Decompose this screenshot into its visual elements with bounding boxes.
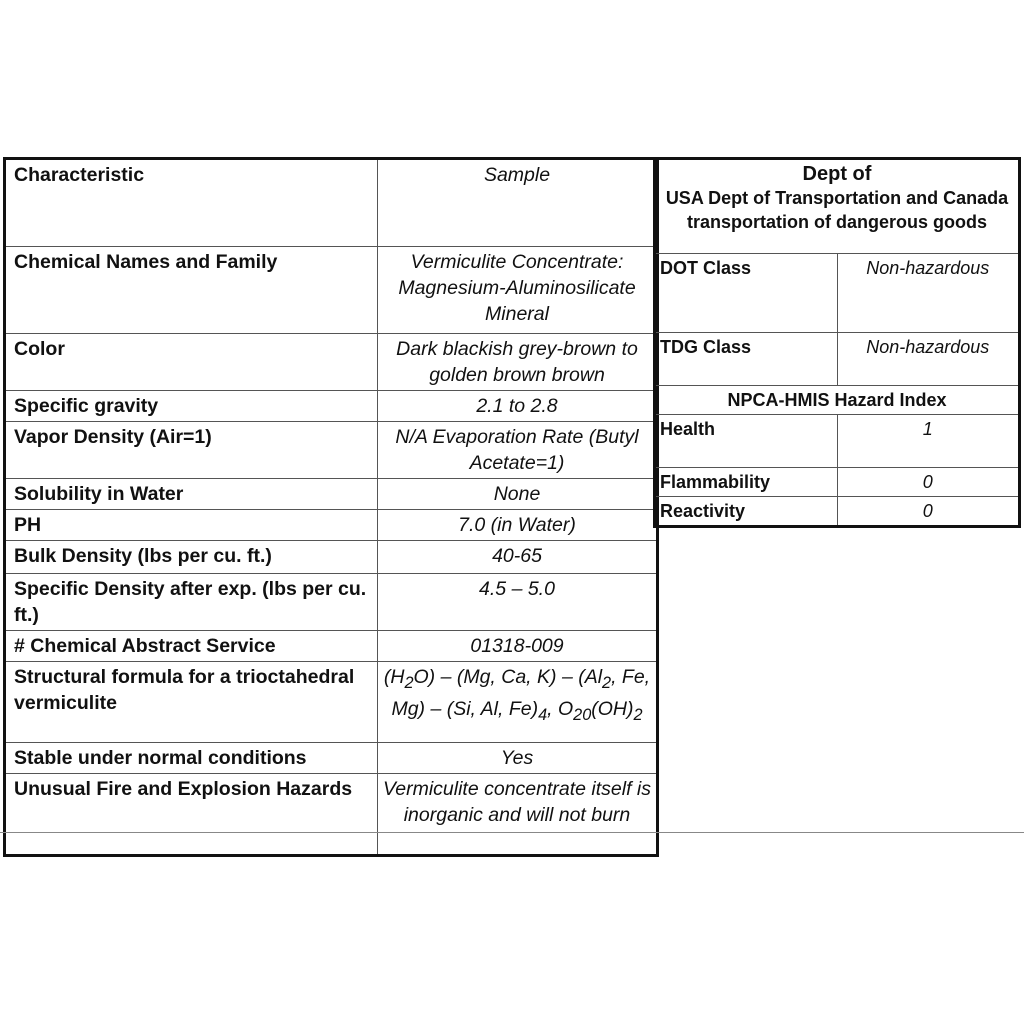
- transport-header: Dept of USA Dept of Transportation and Canada transportation of dangerous goods: [655, 159, 1020, 254]
- transport-header-row: [655, 159, 1020, 254]
- hazard-row-flammability: [655, 468, 1020, 497]
- transport-row-tdg: [655, 333, 1020, 386]
- row-value: Yes: [378, 743, 658, 774]
- row-key: # Chemical Abstract Service: [5, 631, 378, 662]
- row-value: 0: [837, 468, 1020, 497]
- row-key: Vapor Density (Air=1): [5, 422, 378, 479]
- row-value: 0: [837, 497, 1020, 527]
- row-value: 4.5 – 5.0: [378, 574, 658, 631]
- row-key: Flammability: [655, 468, 838, 497]
- table-row: [5, 479, 658, 510]
- row-key: DOT Class: [655, 254, 838, 333]
- header-characteristic: Characteristic: [5, 159, 378, 247]
- table-header-row: [5, 159, 658, 247]
- row-key: TDG Class: [655, 333, 838, 386]
- table-row: [5, 631, 658, 662]
- row-value: Non-hazardous: [837, 254, 1020, 333]
- header-sample: Sample: [378, 159, 658, 247]
- row-value: Vermiculite Concentrate: Magnesium-Aluminosilicate Mineral: [378, 247, 658, 334]
- table-row: [5, 743, 658, 774]
- row-key: Health: [655, 415, 838, 468]
- row-value: None: [378, 479, 658, 510]
- hazard-row-health: [655, 415, 1020, 468]
- table-row: [5, 662, 658, 743]
- row-key: Bulk Density (lbs per cu. ft.): [5, 541, 378, 574]
- transport-hazard-table: [653, 157, 1021, 528]
- hazard-header-row: [655, 386, 1020, 415]
- row-key: Stable under normal conditions: [5, 743, 378, 774]
- row-key: Specific Density after exp. (lbs per cu. ft.): [5, 574, 378, 631]
- row-key: Chemical Names and Family: [5, 247, 378, 334]
- row-value: N/A Evaporation Rate (Butyl Acetate=1): [378, 422, 658, 479]
- row-key: Solubility in Water: [5, 479, 378, 510]
- row-value: 2.1 to 2.8: [378, 391, 658, 422]
- row-key: Unusual Fire and Explosion Hazards: [5, 774, 378, 856]
- bottom-divider: [0, 832, 1024, 833]
- table-row: [5, 774, 658, 856]
- row-key: Specific gravity: [5, 391, 378, 422]
- row-key: Color: [5, 334, 378, 391]
- row-value: Non-hazardous: [837, 333, 1020, 386]
- table-row: [5, 391, 658, 422]
- row-value: 1: [837, 415, 1020, 468]
- table-row: [5, 574, 658, 631]
- table-row: [5, 247, 658, 334]
- row-key: PH: [5, 510, 378, 541]
- properties-table: [3, 157, 659, 857]
- hazard-row-reactivity: [655, 497, 1020, 527]
- structural-formula: $(H_2O) - (Mg$, Ca, $K) - (Al_2$, Fe, Mg) – (Si, Al, $Fe)_4$, $O_{20}(OH)_2$: [378, 662, 658, 743]
- row-value: Vermiculite concentrate itself is inorganic and will not burn: [378, 774, 658, 856]
- row-value: 40-65: [378, 541, 658, 574]
- table-row: [5, 334, 658, 391]
- table-row: [5, 422, 658, 479]
- row-key: Structural formula for a trioctahedral vermiculite: [5, 662, 378, 743]
- row-value: 7.0 (in Water): [378, 510, 658, 541]
- table-row: [5, 541, 658, 574]
- hazard-index-header: NPCA-HMIS Hazard Index: [655, 386, 1020, 415]
- row-value: Dark blackish grey-brown to golden brown brown: [378, 334, 658, 391]
- table-row: [5, 510, 658, 541]
- transport-row-dot: [655, 254, 1020, 333]
- row-key: Reactivity: [655, 497, 838, 527]
- row-value: 01318-009: [378, 631, 658, 662]
